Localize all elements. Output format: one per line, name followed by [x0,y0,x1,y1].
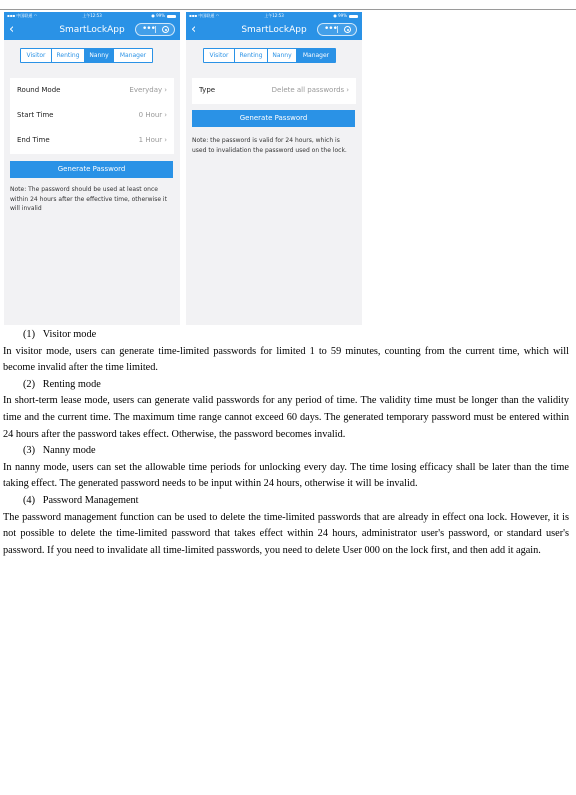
chevron-right-icon: › [164,111,167,119]
more-dots-icon[interactable]: ••• [324,24,337,34]
type-list [192,78,356,104]
row-value: Delete all passwords › [271,86,349,94]
manual-text [3,327,569,559]
tab-nanny[interactable]: Nanny [84,48,114,63]
row-value: Everyday › [129,86,167,94]
battery-status [333,12,358,20]
page-top-rule [0,9,576,10]
battery-status [151,12,176,20]
status-bar [186,12,362,20]
tab-manager[interactable]: Manager [296,48,336,63]
status-bar [4,12,180,20]
row-start-time[interactable] [10,103,174,128]
target-ring-icon[interactable] [162,26,169,33]
paragraph-visitor-mode: In visitor mode, users can generate time-limited passwords for limited 1 to 59 minutes, counting from the current time, which will become invalid after the time limited. [3,345,569,374]
heading-renting-mode: (2) Renting mode [23,378,101,390]
target-ring-icon[interactable] [344,26,351,33]
battery-percent: 99% [338,13,347,18]
chevron-right-icon: › [346,86,349,94]
status-time: 上午12:53 [264,13,284,18]
chevron-right-icon: › [164,86,167,94]
chevron-right-icon: › [164,136,167,144]
generate-password-button[interactable]: Generate Password [192,110,355,127]
wifi-icon: ◠ [215,13,220,18]
tab-renting[interactable]: Renting [51,48,85,63]
row-round-mode[interactable] [10,78,174,103]
more-dots-icon[interactable]: ••• [142,24,155,34]
chevron-left-icon[interactable]: ‹ [9,22,15,37]
wifi-icon: ◠ [33,13,38,18]
nav-bar [186,20,362,40]
mini-program-capsule[interactable] [135,23,175,36]
alarm-icon: ● [333,13,337,18]
capsule-divider [155,26,156,33]
paragraph-nanny-mode: In nanny mode, users can set the allowable time periods for unlocking every day. The time losing efficacy shall be later than the time taking effect. The generated password needs to be input within 24 hours, otherwise it will be invalid. [3,461,569,490]
carrier-signal: ▪▪▪ 中国联通 ◠ [189,13,220,18]
row-label: Start Time [17,111,54,119]
carrier-signal: ▪▪▪ 中国联通 ◠ [7,13,38,18]
row-value: 1 Hour › [138,136,167,144]
row-end-time[interactable] [10,128,174,153]
generate-password-button[interactable]: Generate Password [10,161,173,178]
tab-visitor[interactable]: Visitor [20,48,52,63]
nanny-note: Note: The password should be used at least once within 24 hours after the effective time, otherwise it will invalid [10,186,167,212]
row-label: Type [199,86,216,94]
phone-screenshot-manager [186,12,362,325]
mode-tabs [20,48,153,63]
heading-nanny-mode: (3) Nanny mode [23,445,96,457]
tab-renting[interactable]: Renting [234,48,268,63]
status-time: 上午12:53 [82,13,102,18]
settings-list [10,78,174,154]
carrier-name: 中国联通 [198,13,215,18]
paragraph-password-management: The password management function can be used to delete the time-limited passwords that are already in effect ona lock. However, it is not possible to delete the time-limited password that takes effect within 24 hours, administrator user's password, or standard user's password. If you need to invalidate all time-limited passwords, you need to delete User 000 on the lock first, and then add it again. [3,511,569,556]
tab-nanny[interactable]: Nanny [267,48,297,63]
row-label: Round Mode [17,86,61,94]
row-value: 0 Hour › [138,111,167,119]
app-title: SmartLockApp [59,25,125,35]
row-label: End Time [17,136,50,144]
tab-manager[interactable]: Manager [113,48,153,63]
heading-visitor-mode: (1) Visitor mode [23,329,97,340]
alarm-icon: ● [151,13,155,18]
carrier-name: 中国联通 [16,13,33,18]
phone-screenshot-nanny [4,12,180,325]
battery-icon [167,15,176,18]
manager-note: Note: the password is valid for 24 hours, which is used to invalidation the password used on the lock. [192,137,347,154]
nav-bar [4,20,180,40]
tab-visitor[interactable]: Visitor [203,48,235,63]
app-title: SmartLockApp [241,25,307,35]
battery-percent: 99% [156,13,165,18]
mini-program-capsule[interactable] [317,23,357,36]
mode-tabs [203,48,336,63]
chevron-left-icon[interactable]: ‹ [191,22,197,37]
capsule-divider [337,26,338,33]
battery-icon [349,15,358,18]
row-type[interactable] [192,78,356,103]
paragraph-renting-mode: In short-term lease mode, users can generate valid passwords for any period of time. The validity time must be longer than the validity time and the current time. The maximum time range cannot exceed 60 days. The generated temporary password must be entered within 24 hours after the password takes effect. Otherwise, the password becomes invalid. [3,395,569,440]
heading-password-management: (4) Password Management [23,494,139,506]
